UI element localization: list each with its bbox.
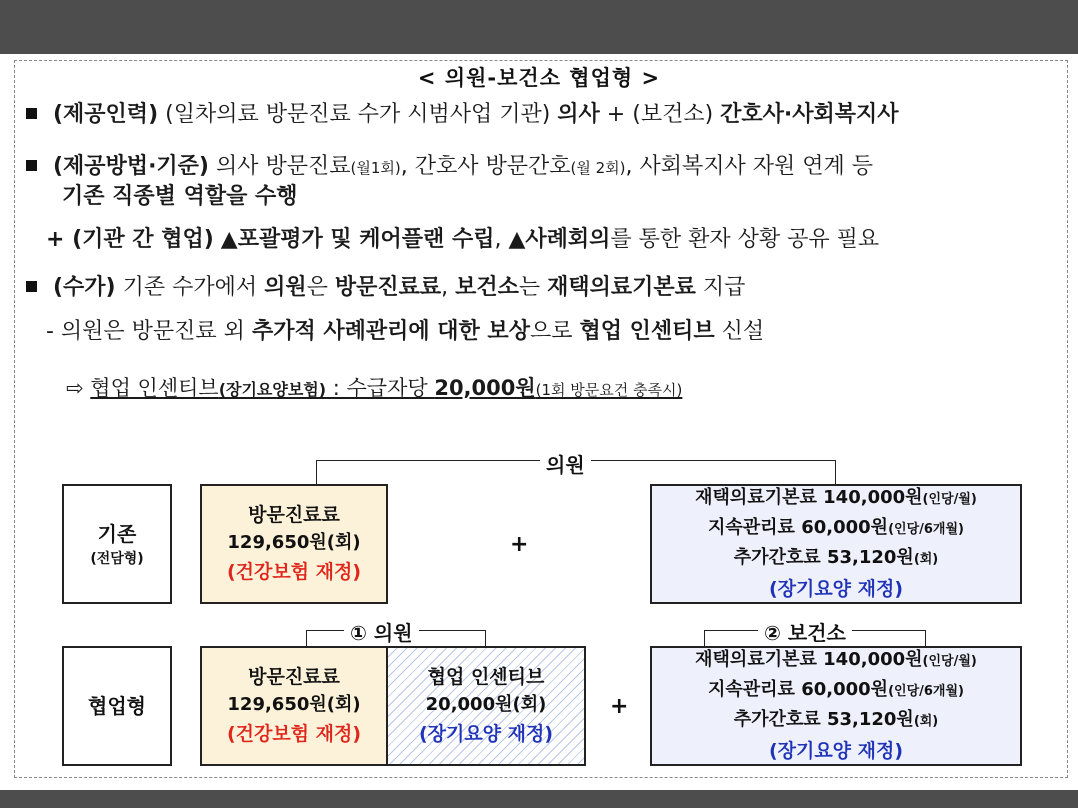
bullet-fee-sub: - 의원은 방문진료 외 추가적 사례관리에 대한 보상으로 협업 인센티브 신설 bbox=[46, 319, 765, 344]
plus-sign: + bbox=[610, 694, 629, 719]
visit-fee-box: 방문진료료 129,650원(회) (건강보험 재정) bbox=[200, 484, 388, 604]
visit-fee-box-coop: 방문진료료 129,650원(회) (건강보험 재정) bbox=[200, 646, 388, 766]
incentive-box: 협업 인센티브 20,000원(회) (장기요양 재정) bbox=[386, 646, 586, 766]
bullet-staff: (제공인력) (일차의료 방문진료 수가 시범사업 기관) 의사 + (보건소) 간호사·사회복지사 bbox=[26, 97, 899, 128]
incentive-summary: ⇨ 협업 인센티브(장기요양보험) : 수급자당 20,000원(1회 방문요건 충족시) bbox=[66, 376, 683, 400]
square-bullet-icon bbox=[26, 108, 37, 119]
bullet-fee: (수가) 기존 수가에서 의원은 방문진료료, 보건소는 재택의료기본료 지급 bbox=[26, 270, 745, 301]
page-title: < 의원-보건소 협업형 > bbox=[417, 66, 661, 90]
bottom-bar bbox=[0, 790, 1078, 808]
bullet-method: (제공방법·기준) 의사 방문진료(월1회), 간호사 방문간호(월 2회), 사회복지사 자원 연계 등 bbox=[26, 149, 873, 180]
clinic-top-label: 의원 bbox=[540, 449, 591, 478]
square-bullet-icon bbox=[26, 281, 37, 292]
plus-sign: + bbox=[510, 532, 529, 557]
home-care-box-existing: 재택의료기본료 140,000원(인당/월) 지속관리료 60,000원(인당/6개월) 추가간호료 53,120원(회) (장기요양 재정) bbox=[650, 484, 1022, 604]
row-label-coop: 협업형 bbox=[62, 646, 172, 766]
home-care-box-coop: 재택의료기본료 140,000원(인당/월) 지속관리료 60,000원(인당/6개월) 추가간호료 53,120원(회) (장기요양 재정) bbox=[650, 646, 1022, 766]
row-label-existing: 기존 (전담형) bbox=[62, 484, 172, 604]
center-number-label: ② 보건소 bbox=[758, 617, 852, 646]
square-bullet-icon bbox=[26, 160, 37, 171]
clinic-number-label: ① 의원 bbox=[344, 617, 419, 646]
bullet-cooperation: + (기관 간 협업) ▲포괄평가 및 케어플랜 수립, ▲사례회의를 통한 환자 상황 공유 필요 bbox=[46, 227, 880, 252]
bullet-method-cont: 기존 직종별 역할을 수행 bbox=[62, 184, 298, 209]
arrow-right-icon: ⇨ bbox=[66, 376, 84, 400]
top-bar bbox=[0, 0, 1078, 54]
